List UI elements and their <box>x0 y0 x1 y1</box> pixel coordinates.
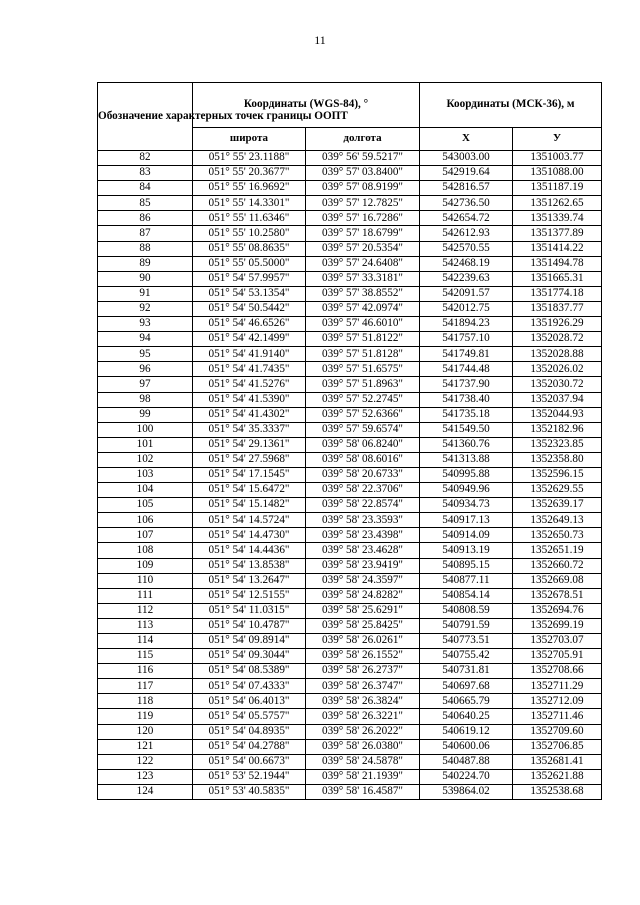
x-cell: 541894.23 <box>420 317 513 332</box>
x-cell: 540640.25 <box>420 709 513 724</box>
longitude-cell: 039° 58' 25.8425" <box>306 618 420 633</box>
header-x: X <box>420 128 513 151</box>
longitude-cell: 039° 58' 24.3597" <box>306 573 420 588</box>
x-cell: 540949.96 <box>420 483 513 498</box>
latitude-cell: 051° 54' 04.8935" <box>193 724 306 739</box>
point-number-cell: 98 <box>98 392 193 407</box>
y-cell: 1352650.73 <box>513 528 602 543</box>
y-cell: 1352708.66 <box>513 664 602 679</box>
point-number-cell: 123 <box>98 769 193 784</box>
table-row <box>98 151 602 166</box>
y-cell: 1352358.80 <box>513 452 602 467</box>
table-row <box>98 362 602 377</box>
x-cell: 540913.19 <box>420 543 513 558</box>
y-cell: 1352699.19 <box>513 618 602 633</box>
point-number-cell: 108 <box>98 543 193 558</box>
x-cell: 542919.64 <box>420 166 513 181</box>
table-row <box>98 211 602 226</box>
y-cell: 1351187.19 <box>513 181 602 196</box>
x-cell: 542091.57 <box>420 286 513 301</box>
y-cell: 1352660.72 <box>513 558 602 573</box>
longitude-cell: 039° 57' 38.8552" <box>306 286 420 301</box>
longitude-cell: 039° 57' 52.2745" <box>306 392 420 407</box>
longitude-cell: 039° 57' 51.8963" <box>306 377 420 392</box>
x-cell: 540877.11 <box>420 573 513 588</box>
coordinates-table <box>97 82 602 800</box>
y-cell: 1352596.15 <box>513 467 602 482</box>
latitude-cell: 051° 55' 23.1188" <box>193 151 306 166</box>
point-number-cell: 117 <box>98 679 193 694</box>
y-cell: 1352711.29 <box>513 679 602 694</box>
x-cell: 540914.09 <box>420 528 513 543</box>
table-row <box>98 754 602 769</box>
latitude-cell: 051° 54' 35.3337" <box>193 422 306 437</box>
latitude-cell: 051° 54' 11.0315" <box>193 603 306 618</box>
point-number-cell: 109 <box>98 558 193 573</box>
longitude-cell: 039° 58' 26.3221" <box>306 709 420 724</box>
latitude-cell: 051° 54' 00.6673" <box>193 754 306 769</box>
latitude-cell: 051° 54' 08.5389" <box>193 664 306 679</box>
y-cell: 1352030.72 <box>513 377 602 392</box>
longitude-cell: 039° 57' 59.6574" <box>306 422 420 437</box>
point-number-cell: 112 <box>98 603 193 618</box>
table-row <box>98 588 602 603</box>
point-number-cell: 103 <box>98 467 193 482</box>
x-cell: 540995.88 <box>420 467 513 482</box>
y-cell: 1352629.55 <box>513 483 602 498</box>
latitude-cell: 051° 54' 41.7435" <box>193 362 306 377</box>
latitude-cell: 051° 54' 14.4730" <box>193 528 306 543</box>
table-row <box>98 437 602 452</box>
table-row <box>98 664 602 679</box>
table-row <box>98 784 602 799</box>
longitude-cell: 039° 57' 16.7286" <box>306 211 420 226</box>
table-row <box>98 166 602 181</box>
x-cell: 540224.70 <box>420 769 513 784</box>
longitude-cell: 039° 57' 42.0974" <box>306 301 420 316</box>
latitude-cell: 051° 55' 16.9692" <box>193 181 306 196</box>
latitude-cell: 051° 55' 10.2580" <box>193 226 306 241</box>
header-wgs84: Координаты (WGS-84), ° <box>193 83 420 128</box>
y-cell: 1352678.51 <box>513 588 602 603</box>
latitude-cell: 051° 54' 50.5442" <box>193 301 306 316</box>
longitude-cell: 039° 58' 08.6016" <box>306 452 420 467</box>
longitude-cell: 039° 57' 52.6366" <box>306 407 420 422</box>
y-cell: 1352694.76 <box>513 603 602 618</box>
table-row <box>98 196 602 211</box>
table-row <box>98 271 602 286</box>
y-cell: 1352669.08 <box>513 573 602 588</box>
longitude-cell: 039° 57' 20.5354" <box>306 241 420 256</box>
y-cell: 1352538.68 <box>513 784 602 799</box>
table-row <box>98 301 602 316</box>
longitude-cell: 039° 58' 26.3824" <box>306 694 420 709</box>
x-cell: 540619.12 <box>420 724 513 739</box>
latitude-cell: 051° 54' 14.5724" <box>193 513 306 528</box>
y-cell: 1352705.91 <box>513 649 602 664</box>
latitude-cell: 051° 54' 07.4333" <box>193 679 306 694</box>
point-number-cell: 92 <box>98 301 193 316</box>
longitude-cell: 039° 57' 51.6575" <box>306 362 420 377</box>
point-number-cell: 91 <box>98 286 193 301</box>
latitude-cell: 051° 54' 05.5757" <box>193 709 306 724</box>
point-number-cell: 120 <box>98 724 193 739</box>
y-cell: 1352044.93 <box>513 407 602 422</box>
x-cell: 542012.75 <box>420 301 513 316</box>
x-cell: 541738.40 <box>420 392 513 407</box>
y-cell: 1352681.41 <box>513 754 602 769</box>
latitude-cell: 051° 55' 11.6346" <box>193 211 306 226</box>
table-row <box>98 377 602 392</box>
y-cell: 1351088.00 <box>513 166 602 181</box>
longitude-cell: 039° 57' 03.8400" <box>306 166 420 181</box>
point-number-cell: 101 <box>98 437 193 452</box>
longitude-cell: 039° 58' 20.6733" <box>306 467 420 482</box>
latitude-cell: 051° 54' 29.1361" <box>193 437 306 452</box>
latitude-cell: 051° 54' 10.4787" <box>193 618 306 633</box>
y-cell: 1352182.96 <box>513 422 602 437</box>
longitude-cell: 039° 58' 16.4587" <box>306 784 420 799</box>
x-cell: 541744.48 <box>420 362 513 377</box>
x-cell: 540854.14 <box>420 588 513 603</box>
latitude-cell: 051° 55' 20.3677" <box>193 166 306 181</box>
longitude-cell: 039° 57' 12.7825" <box>306 196 420 211</box>
point-number-cell: 99 <box>98 407 193 422</box>
header-longitude: долгота <box>306 128 420 151</box>
point-number-cell: 121 <box>98 739 193 754</box>
x-cell: 540697.68 <box>420 679 513 694</box>
longitude-cell: 039° 58' 23.3593" <box>306 513 420 528</box>
x-cell: 539864.02 <box>420 784 513 799</box>
table-row <box>98 709 602 724</box>
point-number-cell: 86 <box>98 211 193 226</box>
longitude-cell: 039° 58' 26.2737" <box>306 664 420 679</box>
point-number-cell: 96 <box>98 362 193 377</box>
y-cell: 1352026.02 <box>513 362 602 377</box>
point-number-cell: 122 <box>98 754 193 769</box>
table-row <box>98 649 602 664</box>
table-header <box>98 83 602 151</box>
latitude-cell: 051° 54' 04.2788" <box>193 739 306 754</box>
table-row <box>98 618 602 633</box>
table-row <box>98 422 602 437</box>
y-cell: 1351262.65 <box>513 196 602 211</box>
y-cell: 1352703.07 <box>513 634 602 649</box>
point-number-cell: 107 <box>98 528 193 543</box>
point-number-cell: 90 <box>98 271 193 286</box>
table-row <box>98 694 602 709</box>
longitude-cell: 039° 58' 22.8574" <box>306 498 420 513</box>
longitude-cell: 039° 58' 26.1552" <box>306 649 420 664</box>
point-number-cell: 100 <box>98 422 193 437</box>
header-latitude: широта <box>193 128 306 151</box>
latitude-cell: 051° 54' 41.9140" <box>193 347 306 362</box>
longitude-cell: 039° 57' 18.6799" <box>306 226 420 241</box>
x-cell: 541360.76 <box>420 437 513 452</box>
x-cell: 540487.88 <box>420 754 513 769</box>
longitude-cell: 039° 58' 24.8282" <box>306 588 420 603</box>
latitude-cell: 051° 53' 40.5835" <box>193 784 306 799</box>
point-number-cell: 111 <box>98 588 193 603</box>
x-cell: 542816.57 <box>420 181 513 196</box>
x-cell: 541757.10 <box>420 332 513 347</box>
latitude-cell: 051° 54' 06.4013" <box>193 694 306 709</box>
point-number-cell: 93 <box>98 317 193 332</box>
y-cell: 1351414.22 <box>513 241 602 256</box>
point-number-cell: 84 <box>98 181 193 196</box>
latitude-cell: 051° 54' 17.1545" <box>193 467 306 482</box>
x-cell: 541313.88 <box>420 452 513 467</box>
point-number-cell: 114 <box>98 634 193 649</box>
latitude-cell: 051° 54' 27.5968" <box>193 452 306 467</box>
x-cell: 540755.42 <box>420 649 513 664</box>
y-cell: 1352028.88 <box>513 347 602 362</box>
table-row <box>98 256 602 271</box>
table-row <box>98 498 602 513</box>
point-number-cell: 118 <box>98 694 193 709</box>
latitude-cell: 051° 54' 53.1354" <box>193 286 306 301</box>
x-cell: 542736.50 <box>420 196 513 211</box>
point-number-cell: 102 <box>98 452 193 467</box>
table-row <box>98 241 602 256</box>
point-number-cell: 89 <box>98 256 193 271</box>
latitude-cell: 051° 54' 09.8914" <box>193 634 306 649</box>
latitude-cell: 051° 55' 14.3301" <box>193 196 306 211</box>
x-cell: 542654.72 <box>420 211 513 226</box>
longitude-cell: 039° 57' 24.6408" <box>306 256 420 271</box>
latitude-cell: 051° 54' 46.6526" <box>193 317 306 332</box>
table-row <box>98 181 602 196</box>
table-row <box>98 558 602 573</box>
x-cell: 540600.06 <box>420 739 513 754</box>
longitude-cell: 039° 57' 46.6010" <box>306 317 420 332</box>
point-number-cell: 119 <box>98 709 193 724</box>
y-cell: 1351926.29 <box>513 317 602 332</box>
longitude-cell: 039° 58' 23.4398" <box>306 528 420 543</box>
point-number-cell: 88 <box>98 241 193 256</box>
table-row <box>98 483 602 498</box>
latitude-cell: 051° 54' 13.2647" <box>193 573 306 588</box>
x-cell: 542570.55 <box>420 241 513 256</box>
point-number-cell: 113 <box>98 618 193 633</box>
x-cell: 540895.15 <box>420 558 513 573</box>
table-row <box>98 724 602 739</box>
x-cell: 542239.63 <box>420 271 513 286</box>
header-point-designation: Обозначение характерных точек границы ООПТ <box>98 83 193 151</box>
table-body <box>98 151 602 800</box>
latitude-cell: 051° 54' 42.1499" <box>193 332 306 347</box>
latitude-cell: 051° 55' 05.5000" <box>193 256 306 271</box>
x-cell: 541737.90 <box>420 377 513 392</box>
latitude-cell: 051° 54' 12.5155" <box>193 588 306 603</box>
page-number: 11 <box>314 33 326 47</box>
latitude-cell: 051° 54' 14.4436" <box>193 543 306 558</box>
latitude-cell: 051° 54' 13.8538" <box>193 558 306 573</box>
y-cell: 1352639.17 <box>513 498 602 513</box>
y-cell: 1351837.77 <box>513 301 602 316</box>
longitude-cell: 039° 56' 59.5217" <box>306 151 420 166</box>
table-row <box>98 769 602 784</box>
table-row <box>98 634 602 649</box>
x-cell: 543003.00 <box>420 151 513 166</box>
longitude-cell: 039° 58' 06.8240" <box>306 437 420 452</box>
longitude-cell: 039° 58' 26.2022" <box>306 724 420 739</box>
longitude-cell: 039° 58' 21.1939" <box>306 769 420 784</box>
point-number-cell: 94 <box>98 332 193 347</box>
longitude-cell: 039° 58' 24.5878" <box>306 754 420 769</box>
point-number-cell: 95 <box>98 347 193 362</box>
latitude-cell: 051° 55' 08.8635" <box>193 241 306 256</box>
x-cell: 540917.13 <box>420 513 513 528</box>
longitude-cell: 039° 58' 25.6291" <box>306 603 420 618</box>
y-cell: 1352712.09 <box>513 694 602 709</box>
y-cell: 1351003.77 <box>513 151 602 166</box>
x-cell: 542612.93 <box>420 226 513 241</box>
point-number-cell: 82 <box>98 151 193 166</box>
x-cell: 541735.18 <box>420 407 513 422</box>
longitude-cell: 039° 58' 23.9419" <box>306 558 420 573</box>
y-cell: 1352621.88 <box>513 769 602 784</box>
longitude-cell: 039° 57' 08.9199" <box>306 181 420 196</box>
table-row <box>98 543 602 558</box>
x-cell: 542468.19 <box>420 256 513 271</box>
latitude-cell: 051° 54' 41.5276" <box>193 377 306 392</box>
table-row <box>98 679 602 694</box>
longitude-cell: 039° 58' 26.0261" <box>306 634 420 649</box>
point-number-cell: 106 <box>98 513 193 528</box>
y-cell: 1351774.18 <box>513 286 602 301</box>
x-cell: 540791.59 <box>420 618 513 633</box>
point-number-cell: 87 <box>98 226 193 241</box>
header-y: У <box>513 128 602 151</box>
latitude-cell: 051° 54' 15.6472" <box>193 483 306 498</box>
y-cell: 1351665.31 <box>513 271 602 286</box>
y-cell: 1351377.89 <box>513 226 602 241</box>
point-number-cell: 83 <box>98 166 193 181</box>
latitude-cell: 051° 54' 41.5390" <box>193 392 306 407</box>
longitude-cell: 039° 58' 22.3706" <box>306 483 420 498</box>
x-cell: 540665.79 <box>420 694 513 709</box>
table-row <box>98 332 602 347</box>
longitude-cell: 039° 57' 51.8122" <box>306 332 420 347</box>
table-row <box>98 286 602 301</box>
latitude-cell: 051° 54' 41.4302" <box>193 407 306 422</box>
y-cell: 1352028.72 <box>513 332 602 347</box>
y-cell: 1352037.94 <box>513 392 602 407</box>
table-row <box>98 407 602 422</box>
header-msk36: Координаты (МСК-36), м <box>420 83 602 128</box>
table-row <box>98 392 602 407</box>
table-row <box>98 513 602 528</box>
x-cell: 541549.50 <box>420 422 513 437</box>
x-cell: 541749.81 <box>420 347 513 362</box>
y-cell: 1352711.46 <box>513 709 602 724</box>
point-number-cell: 104 <box>98 483 193 498</box>
y-cell: 1352651.19 <box>513 543 602 558</box>
latitude-cell: 051° 54' 15.1482" <box>193 498 306 513</box>
y-cell: 1351339.74 <box>513 211 602 226</box>
x-cell: 540934.73 <box>420 498 513 513</box>
table-row <box>98 573 602 588</box>
y-cell: 1352706.85 <box>513 739 602 754</box>
latitude-cell: 051° 54' 57.9957" <box>193 271 306 286</box>
table-row <box>98 347 602 362</box>
longitude-cell: 039° 58' 23.4628" <box>306 543 420 558</box>
point-number-cell: 124 <box>98 784 193 799</box>
y-cell: 1351494.78 <box>513 256 602 271</box>
point-number-cell: 116 <box>98 664 193 679</box>
point-number-cell: 85 <box>98 196 193 211</box>
point-number-cell: 105 <box>98 498 193 513</box>
y-cell: 1352709.60 <box>513 724 602 739</box>
longitude-cell: 039° 58' 26.0380" <box>306 739 420 754</box>
latitude-cell: 051° 53' 52.1944" <box>193 769 306 784</box>
point-number-cell: 97 <box>98 377 193 392</box>
table-row <box>98 226 602 241</box>
table-row <box>98 739 602 754</box>
y-cell: 1352323.85 <box>513 437 602 452</box>
x-cell: 540808.59 <box>420 603 513 618</box>
y-cell: 1352649.13 <box>513 513 602 528</box>
x-cell: 540773.51 <box>420 634 513 649</box>
table-row <box>98 317 602 332</box>
point-number-cell: 110 <box>98 573 193 588</box>
longitude-cell: 039° 57' 51.8128" <box>306 347 420 362</box>
table-row <box>98 467 602 482</box>
latitude-cell: 051° 54' 09.3044" <box>193 649 306 664</box>
longitude-cell: 039° 57' 33.3181" <box>306 271 420 286</box>
x-cell: 540731.81 <box>420 664 513 679</box>
table-row <box>98 452 602 467</box>
point-number-cell: 115 <box>98 649 193 664</box>
table-row <box>98 603 602 618</box>
longitude-cell: 039° 58' 26.3747" <box>306 679 420 694</box>
table-row <box>98 528 602 543</box>
